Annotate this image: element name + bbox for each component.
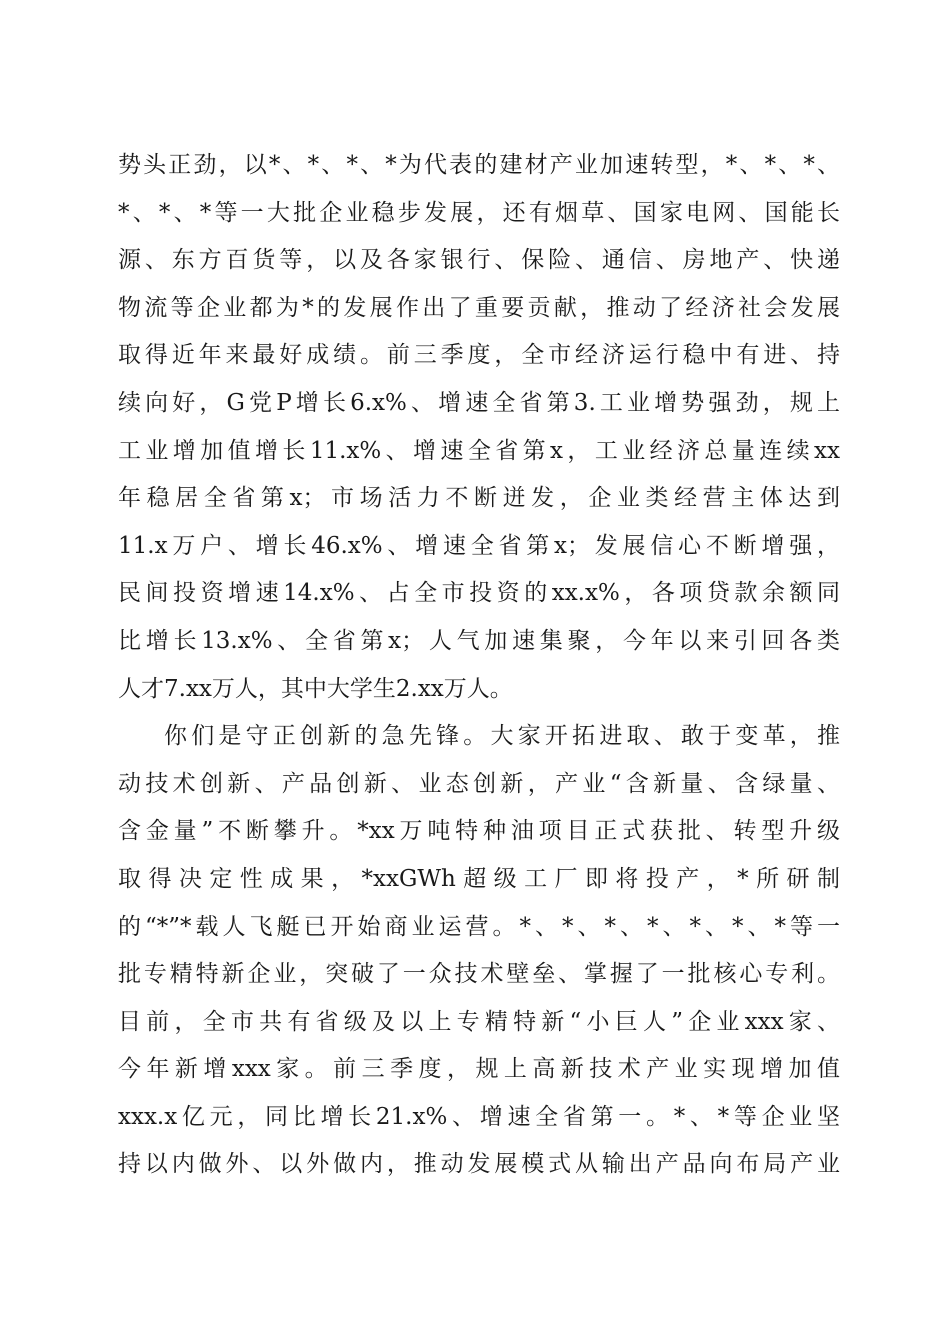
paragraph-2-line-7: 目前，全市共有省级及以上专精特新“小巨人”企业xxx家、 bbox=[118, 1008, 840, 1035]
paragraph-1-line-7: 工业增加值增长11.x%、增速全省第x，工业经济总量连续xx bbox=[118, 437, 840, 464]
paragraph-1-line-5: 取得近年来最好成绩。前三季度，全市经济运行稳中有进、持 bbox=[118, 342, 840, 369]
paragraph-1-line-10: 民间投资增速14.x%、占全市投资的xx.x%，各项贷款余额同 bbox=[118, 580, 840, 607]
paragraph-1-line-9: 11.x万户、增长46.x%、增速全省第x；发展信心不断增强， bbox=[118, 532, 840, 559]
paragraph-1-line-6: 续向好，G党P增长6.x%、增速全省第3.工业增势强劲，规上 bbox=[118, 389, 840, 416]
paragraph-2-line-9: xxx.x亿元，同比增长21.x%、增速全省第一。*、*等企业坚 bbox=[118, 1103, 840, 1130]
body-text bbox=[118, 142, 840, 1189]
paragraph-2-line-5: 的“*”*载人飞艇已开始商业运营。*、*、*、*、*、*、*等一 bbox=[118, 913, 840, 940]
paragraph-2-line-1: 你们是守正创新的急先锋。大家开拓进取、敢于变革，推 bbox=[164, 723, 840, 750]
paragraph-1-line-4: 物流等企业都为*的发展作出了重要贡献，推动了经济社会发展 bbox=[118, 294, 840, 321]
paragraph-1-line-11: 比增长13.x%、全省第x；人气加速集聚，今年以来引回各类 bbox=[118, 627, 840, 654]
paragraph-1-line-12: 人才7.xx万人，其中大学生2.xx万人。 bbox=[118, 675, 513, 702]
paragraph-1-line-1: 势头正劲，以*、*、*、*为代表的建材产业加速转型，*、*、*、 bbox=[118, 152, 840, 178]
paragraph-2-line-6: 批专精特新企业，突破了一众技术壁垒、掌握了一批核心专利。 bbox=[118, 961, 840, 988]
paragraph-2-line-4: 取得决定性成果，*xxGWh超级工厂即将投产，*所研制 bbox=[118, 865, 840, 892]
paragraph-2-line-10: 持以内做外、以外做内，推动发展模式从输出产品向布局产业 bbox=[118, 1151, 840, 1178]
paragraph-1-line-3: 源、东方百货等，以及各家银行、保险、通信、房地产、快递 bbox=[118, 247, 840, 274]
paragraph-2-line-3: 含金量”不断攀升。*xx万吨特种油项目正式获批、转型升级 bbox=[118, 818, 840, 845]
paragraph-2-line-2: 动技术创新、产品创新、业态创新，产业“含新量、含绿量、 bbox=[118, 770, 840, 797]
paragraph-1-line-2: *、*、*等一大批企业稳步发展，还有烟草、国家电网、国能长 bbox=[118, 199, 840, 226]
paragraph-2-line-8: 今年新增xxx家。前三季度，规上高新技术产业实现增加值 bbox=[118, 1056, 840, 1083]
paragraph-1-line-8: 年稳居全省第x；市场活力不断迸发，企业类经营主体达到 bbox=[118, 485, 840, 512]
